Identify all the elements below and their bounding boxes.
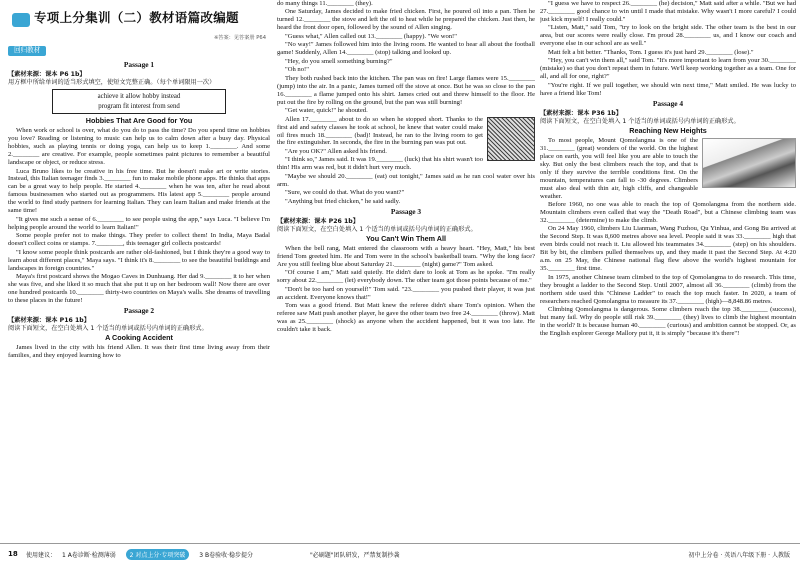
paragraph: Before 1960, no one was able to reach the top of Qomolangma from the northern side. Mountain climbers even called that way the "Death Road", but a Chinese climbing team was 32.________ (determine) to make the climb. <box>540 201 796 224</box>
paragraph: Tom was a good friend. But Matt knew the referee didn't share Tom's opinion. When the referee saw Matt push another player, he gave the other team two free 24.________ (throw). Matt was as 25.________ (shock) as anyone when the accident happened, but it was too late. He couldn't take it back. <box>277 302 535 334</box>
paragraph: One Saturday, James decided to make fried chicken. First, he poured oil into a pan. Then he turned 12.________ the stove and left the oil to heat while he prepared the chicken. Just then, he heard the front door open, followed by the sound of Allen singing. <box>277 8 535 32</box>
paragraph: Luca Bruno likes to be creative in his free time. But he doesn't make art or write stories. Instead, this Italian teenager finds 3.________ fun to make mobile phone apps. He thinks that apps can be a great way to help people. He started 4.________ when he was ten, after he read about famous businessmen who started out as programmers. His latest app 5.________ people around the world to find study partners for learning Italian. They can learn Italian and make friends at the same time! <box>8 167 270 215</box>
column-3 <box>540 0 796 540</box>
passage-3-source: 【素材来源：课本 P26 1b】 <box>277 217 359 225</box>
section-banner: 回归教材 <box>8 46 46 56</box>
paragraph: "It gives me such a sense of 6.________ to see people using the app," says Luca. "I believe I'm helping people around the world to learn Italian!" <box>8 215 270 231</box>
paragraph: do many things 11.________ (they). <box>277 0 373 7</box>
mountain-illustration <box>702 138 796 188</box>
passage-4-source: 【素材来源：课本 P36 1b】 <box>540 109 622 117</box>
book-info: 初中上分卷 · 英语八年级下册 · 人教版 <box>688 552 790 559</box>
step-1: 1 A卷诊断·检测薄弱 <box>62 552 116 559</box>
passage-4-title: Passage 4 <box>652 98 684 108</box>
paragraph: "I think so," James said. It was 19.________ (luck) that his shirt wasn't too thin! His arm was red, but it didn't hurt very much. <box>277 156 483 172</box>
paragraph: Climbing Qomolangma is dangerous. Some climbers reach the top 38.________ (success), but many fail. Why do people still risk 39.________ (they) lives to climb the highest mountain in the world? It is because human 40.________ (curious) and ambition cannot be stopped. Or, as the English explorer George Mallory put it, it is simply "because it's there"! <box>540 306 796 338</box>
passage-2-instructions: 阅读下面短文，在空白处填入 1 个适当的单词或括号内单词的正确形式。 <box>8 324 208 332</box>
step-3: 3 B卷验收·稳步提分 <box>199 552 253 559</box>
column-2 <box>277 0 535 540</box>
paragraph: "Guess what," Allen called out 13.________ (happy). "We won!" <box>285 32 457 40</box>
paragraph: James lived in the city with his friend Allen. It was their first time living away from their families, and they enjoyed learning how to <box>8 344 270 360</box>
passage-3-title: Passage 3 <box>390 206 422 216</box>
paragraph: "Anything but fried chicken," he said sadly. <box>285 197 401 205</box>
passage-2-source: 【素材来源：课本 P16 1b】 <box>8 316 90 324</box>
paragraph: "I guess we have to respect 26.________ (he) decision," Matt said after a while. "But we had 27.________ good chance to win until I made that mistake. Why wasn't I more careful? I could just kick myself! I really could." <box>540 0 796 23</box>
paragraph: "Sure, we could do that. What do you want?" <box>285 189 405 197</box>
paragraph: On 24 May 1960, climbers Liu Lianman, Wang Fuzhou, Qu Yinhua, and Gong Bu arrived at the Second Step. It was 8,600 metres above sea level. People said it was 33.________ high that even birds could not reach it. Liu allowed his teammates 34.________ (step) on his shoulders. Bit by bit, the climbers pulled themselves up, and they made it past the Second Step. At 4:20 a.m. on 25 May, the Chinese national flag flew above the world's highest mountain for 35.________ first time. <box>540 225 796 273</box>
word-box-line-1: achieve it allow hobby instead <box>97 93 181 101</box>
paragraph: "Hey, do you smell something burning?" <box>285 57 393 65</box>
paragraph: Matt felt a bit better. "Thanks, Tom. I guess it's just hard 29.________ (lose)." <box>548 48 754 56</box>
paragraph: They both rushed back into the kitchen. The pan was on fire! Large flames were 15.________ (jump) into the air. In a panic, James turned off the stove at once. But he was so close to the pan 16.________ a flame jumped onto his shirt. James cried out and threw himself to the floor. He put out the fire by rolling on the ground, but the pan was still burning! <box>277 74 535 106</box>
passage-1-story-title: Hobbies That Are Good for You <box>85 116 193 126</box>
paragraph: "Don't be too hard on yourself!" Tom said. "23.________ you pushed their player, it was just an accident. Everyone knows that!" <box>277 285 535 301</box>
paragraph: "Are you OK?" Allen asked his friend. <box>285 147 387 155</box>
step-sequence <box>58 549 261 560</box>
paragraph: "I know some people think postcards are rather old-fashioned, but I think they're a good way to learn about different places," Maya says. "I think it's 8.________ to see the beautiful buildings and landscapes in foreign countries." <box>8 248 270 272</box>
paragraph: "No way!" James followed him into the living room. He wanted to hear all about the football game! Suddenly, Allen 14.________ (stop) talking and looked up. <box>277 41 535 57</box>
column-1 <box>8 0 270 540</box>
passage-1-title: Passage 1 <box>123 59 155 69</box>
paragraph: "Get water, quick!" he shouted. <box>285 107 368 115</box>
passage-4-instructions: 阅读下面短文，在空白处填入 1 个适当的单词或括号内单词的正确形式。 <box>540 117 740 125</box>
book-icon <box>12 13 30 27</box>
answer-reference: ※答案：见答案册 P64 <box>213 35 266 41</box>
word-box-line-2: program fit interest from send <box>98 102 180 110</box>
paragraph: To most people, Mount Qomolangma is one of the 31.________ (great) wonders of the world. On the highest place on earth, you will feel like you are able to touch the sky. But only the best climbers reach the top, and that is only if they survive the terrible conditions first. On the mountain, temperatures can fall to -30 degrees. Climbers must also deal with thin air, high cliffs, and changeable weather. <box>540 136 698 200</box>
paragraph: "You're right. If we pull together, we should win next time," Matt smiled. He was lucky to have a friend like Tom! <box>540 81 796 97</box>
page-footer <box>0 543 800 566</box>
passage-2-title: Passage 2 <box>123 305 155 315</box>
paragraph: When the bell rang, Matt entered the classroom with a heavy heart. "Hey, Matt," his best friend Tom greeted him. He and Tom were in the school's basketball team. "Why the long face? Are you still feeling blue about Saturday 21.________ (night) game?" Tom asked. <box>277 244 535 268</box>
passage-1-instructions: 用方框中所给单词的适当形式填空，使短文完整正确。（每个单词限用一次） <box>8 78 216 86</box>
page-title: 专项上分集训（二）教材语篇改编题 <box>34 10 239 25</box>
paragraph: "Of course I am," Matt said quietly. He didn't dare to look at Tom as he spoke. "I'm really sorry about 22.________ (let) everybody down. The other team got those points because of me." <box>277 269 535 285</box>
paragraph: "Maybe we should 20.________ (eat) out tonight," James said as he ran cool water over his arm. <box>277 172 535 188</box>
word-box <box>52 89 226 114</box>
passage-4-story-title: Reaching New Heights <box>629 126 707 136</box>
passage-3-story-title: You Can't Win Them All <box>366 234 446 244</box>
paragraph: Allen 17.________ about to do so when he stopped short. Thanks to the first aid and safety classes he took at school, he knew that water could make oil fires much 18.________ (bad)! Instead, he ran to the living room to get the fire extinguisher. In seconds, the fire in the burning pan was put out. <box>277 115 483 147</box>
paragraph: "Hey, you can't win them all," said Tom. "It's more important to learn from your 30.________ (mistake) so that you don't repeat them in future. We'll keep working together as a team. One for all, and all for one, right?" <box>540 57 796 81</box>
passage-3-instructions: 阅读下面短文，在空白处填入 1 个适当的单词或括号内单词的正确形式。 <box>277 225 477 233</box>
fire-illustration <box>487 117 535 161</box>
paragraph: "Listen, Matt," said Tom, "try to look on the bright side. The other team is the best in our area, but our scores were really close. I'm proud 28.________ us, and I know our coach and everyone else in our school are as well." <box>540 24 796 48</box>
passage-1-source: 【素材来源：课本 P6 1b】 <box>8 70 86 78</box>
paragraph: In 1975, another Chinese team climbed to the top of Qomolangma to do research. This time, they brought a ladder to the Second Step. Until 2007, almost all 36.________ (climb) from the northern side used this "Chinese Ladder" to reach the top much faster. In 2020, a team of researchers reached Qomolangma to measure its 37.________ (high)—8,848.86 metres. <box>540 273 796 305</box>
footer-slogan: "必刷题"团队研发，严禁复制抄袭 <box>310 552 400 559</box>
paragraph: "Oh no!" <box>285 66 309 74</box>
passage-2-story-title: A Cooking Accident <box>105 333 173 343</box>
page-header <box>8 0 270 44</box>
step-2-current: 2 对点上分·专项突破 <box>126 549 190 560</box>
paragraph: Maya's first postcard shows the Mogao Caves in Dunhuang. Her dad 9.________ it to her when she was five, and she liked it so much that she put it up on her bedroom wall! Now there are over one hundred postcards 10.________ thirty-two countries on Maya's walls. She dreams of travelling to these places in the future! <box>8 273 270 304</box>
usage-tip: 使用建议： <box>26 552 57 559</box>
page-number: 18 <box>8 550 18 558</box>
paragraph: Some people prefer not to make things. They prefer to collect them! In India, Maya Badal doesn't collect coins or stamps. 7.________, this teenager girl collects postcards! <box>8 232 270 248</box>
paragraph: When work or school is over, what do you do to pass the time? Do you spend time on hobbies you love? Reading or listening to music can help us to calm down after a busy day. Physical hobbies, such as playing tennis or doing yoga, can help us to keep 1.________. And some 2.________ are creative. For example, people sometimes paint pictures to remember a beautiful landscape or object, or reduce stress. <box>8 127 270 167</box>
